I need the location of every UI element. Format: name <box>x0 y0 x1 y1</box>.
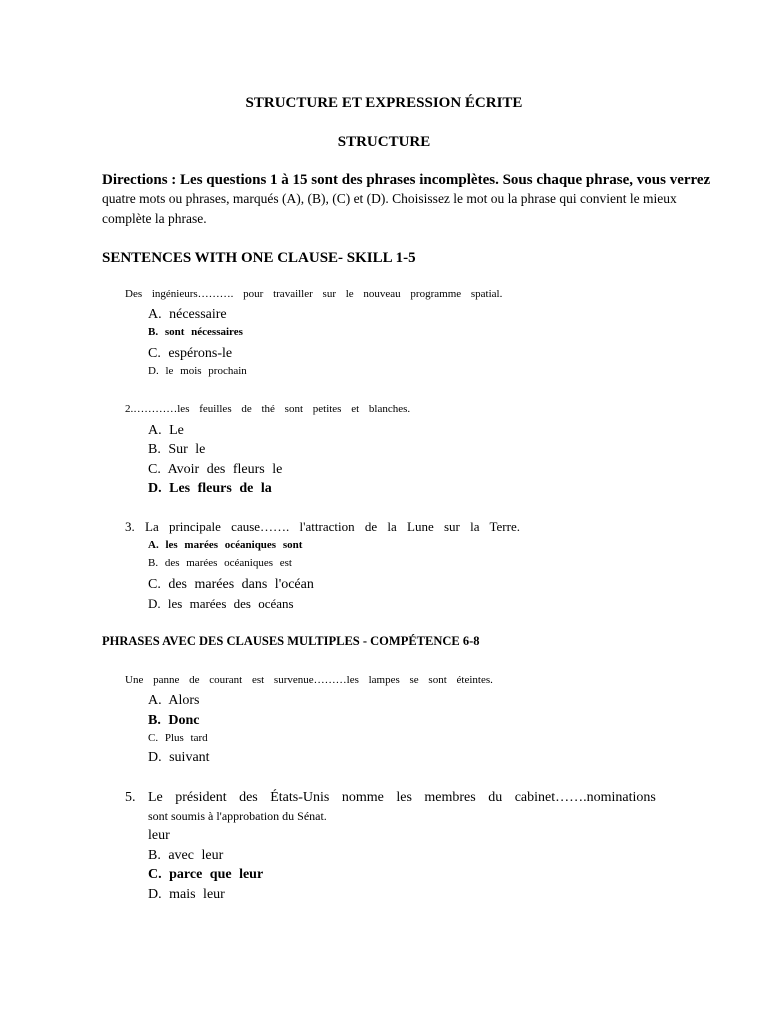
question-5-stem-line-1: 5. Le président des États-Unis nomme les membres du cabinet…….nominations <box>125 790 656 805</box>
question-2-option-b[interactable]: B. Sur le <box>148 442 206 457</box>
section-title-one-clause: SENTENCES WITH ONE CLAUSE- SKILL 1-5 <box>102 250 416 266</box>
question-2-stem: 2.…………les feuilles de thé sont petites et blanches. <box>125 403 411 415</box>
page-subtitle: STRUCTURE <box>337 134 431 150</box>
question-3-option-c[interactable]: C. des marées dans l'océan <box>148 577 314 592</box>
question-1-stem: Des ingénieurs………. pour travailler sur le nouveau programme spatial. <box>125 288 503 300</box>
question-4-option-d[interactable]: D. suivant <box>148 750 210 765</box>
question-5-option-b[interactable]: B. avec leur <box>148 848 224 863</box>
question-4-option-b[interactable]: B. Donc <box>148 713 200 728</box>
question-2-option-c[interactable]: C. Avoir des fleurs le <box>148 462 283 477</box>
question-2-option-d[interactable]: D. Les fleurs de la <box>148 481 272 496</box>
directions-line-1: Directions : Les questions 1 à 15 sont des phrases incomplètes. Sous chaque phrase, vous verrez <box>102 172 711 188</box>
question-2-option-a[interactable]: A. Le <box>148 423 184 438</box>
section-title-multiple-clauses: PHRASES AVEC DES CLAUSES MULTIPLES - COMPÉTENCE 6-8 <box>102 634 480 648</box>
question-1-option-a[interactable]: A. nécessaire <box>148 307 227 322</box>
question-3-option-d[interactable]: D. les marées des océans <box>148 596 294 611</box>
question-3-stem: 3. La principale cause……. l'attraction de la Lune sur la Terre. <box>125 519 520 534</box>
question-5-option-c[interactable]: C. parce que leur <box>148 867 264 882</box>
question-4-option-c[interactable]: C. Plus tard <box>148 732 208 744</box>
page-title: STRUCTURE ET EXPRESSION ÉCRITE <box>245 95 523 111</box>
question-3-option-b[interactable]: B. des marées océaniques est <box>148 557 292 569</box>
question-4-stem: Une panne de courant est survenue………les lampes se sont éteintes. <box>125 674 493 686</box>
question-1-option-b[interactable]: B. sont nécessaires <box>148 326 243 338</box>
question-1-option-d[interactable]: D. le mois prochain <box>148 365 247 377</box>
question-5-stem-line-2: sont soumis à l'approbation du Sénat. <box>148 809 327 823</box>
directions-line-2: quatre mots ou phrases, marqués (A), (B), (C) et (D). Choisissez le mot ou la phrase qui convient le mieux <box>102 191 677 206</box>
question-1-option-c[interactable]: C. espérons-le <box>148 346 233 361</box>
question-5-option-d[interactable]: D. mais leur <box>148 887 225 902</box>
question-4-option-a[interactable]: A. Alors <box>148 693 200 708</box>
question-3-option-a[interactable]: A. les marées océaniques sont <box>148 539 303 551</box>
directions-line-3: complète la phrase. <box>102 211 207 226</box>
question-5-option-a[interactable]: leur <box>148 828 170 843</box>
